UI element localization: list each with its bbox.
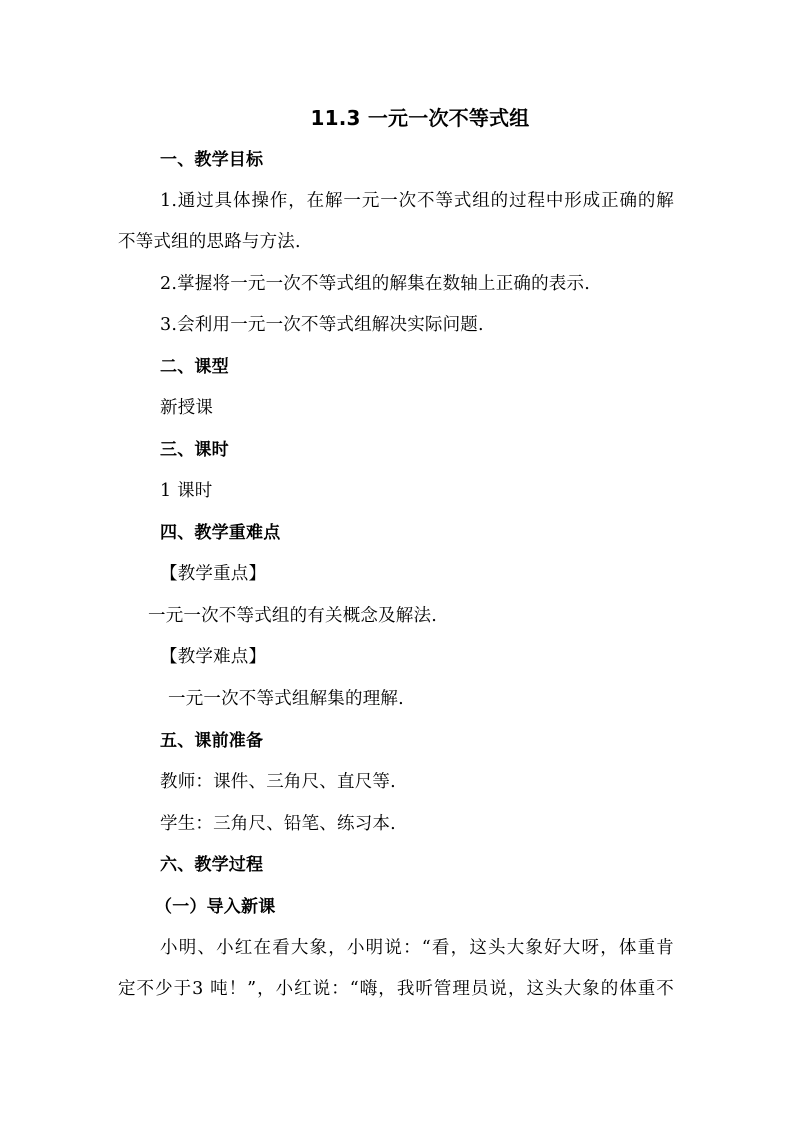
section-heading-goals: 一、教学目标 xyxy=(160,150,264,170)
section-heading-process: 六、教学过程 xyxy=(160,855,264,875)
key-point-text: 一元一次不等式组的有关概念及解法. xyxy=(148,606,437,626)
section-heading-key-difficult-points: 四、教学重难点 xyxy=(160,523,281,543)
intro-line-2: 定不少于3 吨！”，小红说：“嗨，我听管理员说，这头大象的体重不 xyxy=(118,979,674,999)
document-title: 11.3 一元一次不等式组 xyxy=(310,106,530,130)
goal-1-line-1: 1.通过具体操作，在解一元一次不等式组的过程中形成正确的解 xyxy=(160,191,674,211)
prep-student: 学生：三角尺、铅笔、练习本. xyxy=(160,814,396,834)
prep-teacher: 教师：课件、三角尺、直尺等. xyxy=(160,772,396,792)
intro-line-1: 小明、小红在看大象，小明说：“看，这头大象好大呀，体重肯 xyxy=(160,938,674,958)
goal-1-line-2: 不等式组的思路与方法. xyxy=(118,232,301,252)
key-point-label: 【教学重点】 xyxy=(160,564,267,584)
section-heading-class-hours: 三、课时 xyxy=(160,440,229,460)
subsection-heading-intro: （一）导入新课 xyxy=(155,897,276,917)
goal-2: 2.掌握将一元一次不等式组的解集在数轴上正确的表示. xyxy=(160,274,590,294)
section-heading-preparation: 五、课前准备 xyxy=(160,731,264,751)
goal-3: 3.会利用一元一次不等式组解决实际问题. xyxy=(160,315,484,335)
difficulty-text: 一元一次不等式组解集的理解. xyxy=(168,689,404,709)
section-heading-lesson-type: 二、课型 xyxy=(160,357,229,377)
lesson-type-value: 新授课 xyxy=(160,398,214,418)
class-hours-value: 1 课时 xyxy=(160,481,213,501)
difficulty-label: 【教学难点】 xyxy=(160,647,267,667)
